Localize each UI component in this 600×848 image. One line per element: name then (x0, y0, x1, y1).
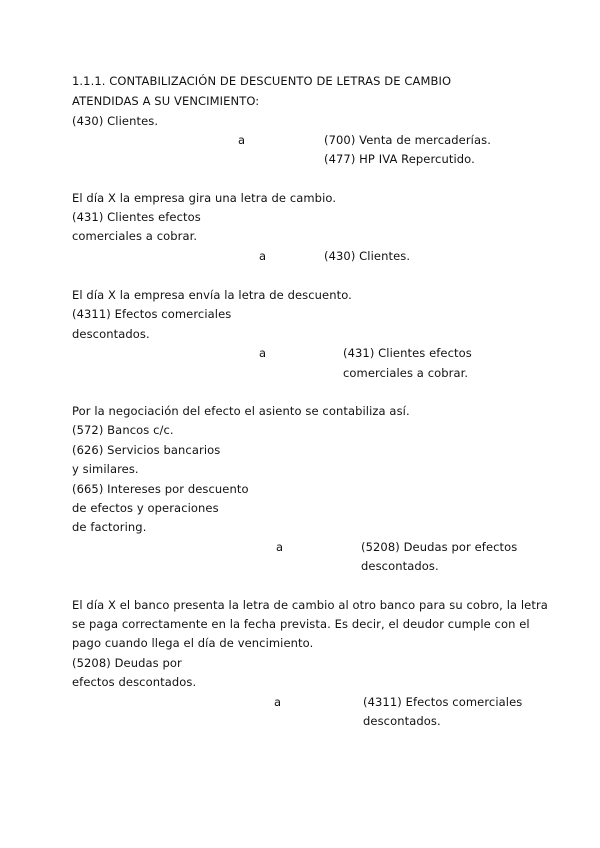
section3-credit-line-2: comerciales a cobrar. (343, 366, 469, 380)
section5-credit-line-2: descontados. (363, 714, 441, 728)
section5-intro-line-1: El día X el banco presenta la letra de cambio al otro banco para su cobro, la letra (72, 598, 548, 612)
section4-intro: Por la negociación del efecto el asiento se contabiliza así. (72, 404, 410, 418)
section3-debit-line-2: descontados. (72, 327, 150, 341)
section3-a: a (259, 346, 267, 360)
section4-debit-3-line-2: de efectos y operaciones (72, 501, 219, 515)
section5-debit-line-2: efectos descontados. (72, 675, 197, 689)
entry1-credit-account-1: (700) Venta de mercaderías. (324, 133, 491, 147)
section2-debit-line-1: (431) Clientes efectos (72, 210, 201, 224)
section4-credit-line-1: (5208) Deudas por efectos (361, 540, 518, 554)
section2-intro: El día X la empresa gira una letra de cambio. (72, 191, 337, 205)
heading-line-2: ATENDIDAS A SU VENCIMIENTO: (72, 94, 260, 108)
section4-a: a (276, 540, 284, 554)
section4-debit-1: (572) Bancos c/c. (72, 423, 174, 437)
section4-debit-3-line-3: de factoring. (72, 520, 147, 534)
section2-a: a (259, 249, 267, 263)
section5-intro-line-3: pago cuando llega el día de vencimiento. (72, 636, 314, 650)
section4-debit-2-line-1: (626) Servicios bancarios (72, 443, 221, 457)
section3-intro: El día X la empresa envía la letra de descuento. (72, 288, 352, 302)
section5-debit-line-1: (5208) Deudas por (72, 656, 182, 670)
section4-debit-3-line-1: (665) Intereses por descuento (72, 482, 249, 496)
section4-debit-2-line-2: y similares. (72, 462, 139, 476)
section2-debit-line-2: comerciales a cobrar. (72, 229, 198, 243)
heading-line-1: 1.1.1. CONTABILIZACIÓN DE DESCUENTO DE LETRAS DE CAMBIO (72, 74, 452, 88)
entry1-credit-account-2: (477) HP IVA Repercutido. (324, 152, 475, 166)
entry1-debit-account: (430) Clientes. (72, 114, 159, 128)
section5-a: a (274, 695, 282, 709)
section3-credit-line-1: (431) Clientes efectos (343, 346, 472, 360)
section4-credit-line-2: descontados. (361, 559, 439, 573)
section3-debit-line-1: (4311) Efectos comerciales (72, 307, 232, 321)
section2-credit-account: (430) Clientes. (324, 249, 411, 263)
section5-credit-line-1: (4311) Efectos comerciales (363, 695, 523, 709)
entry1-a: a (238, 133, 246, 147)
section5-intro-line-2: se paga correctamente en la fecha prevista. Es decir, el deudor cumple con el (72, 617, 530, 631)
